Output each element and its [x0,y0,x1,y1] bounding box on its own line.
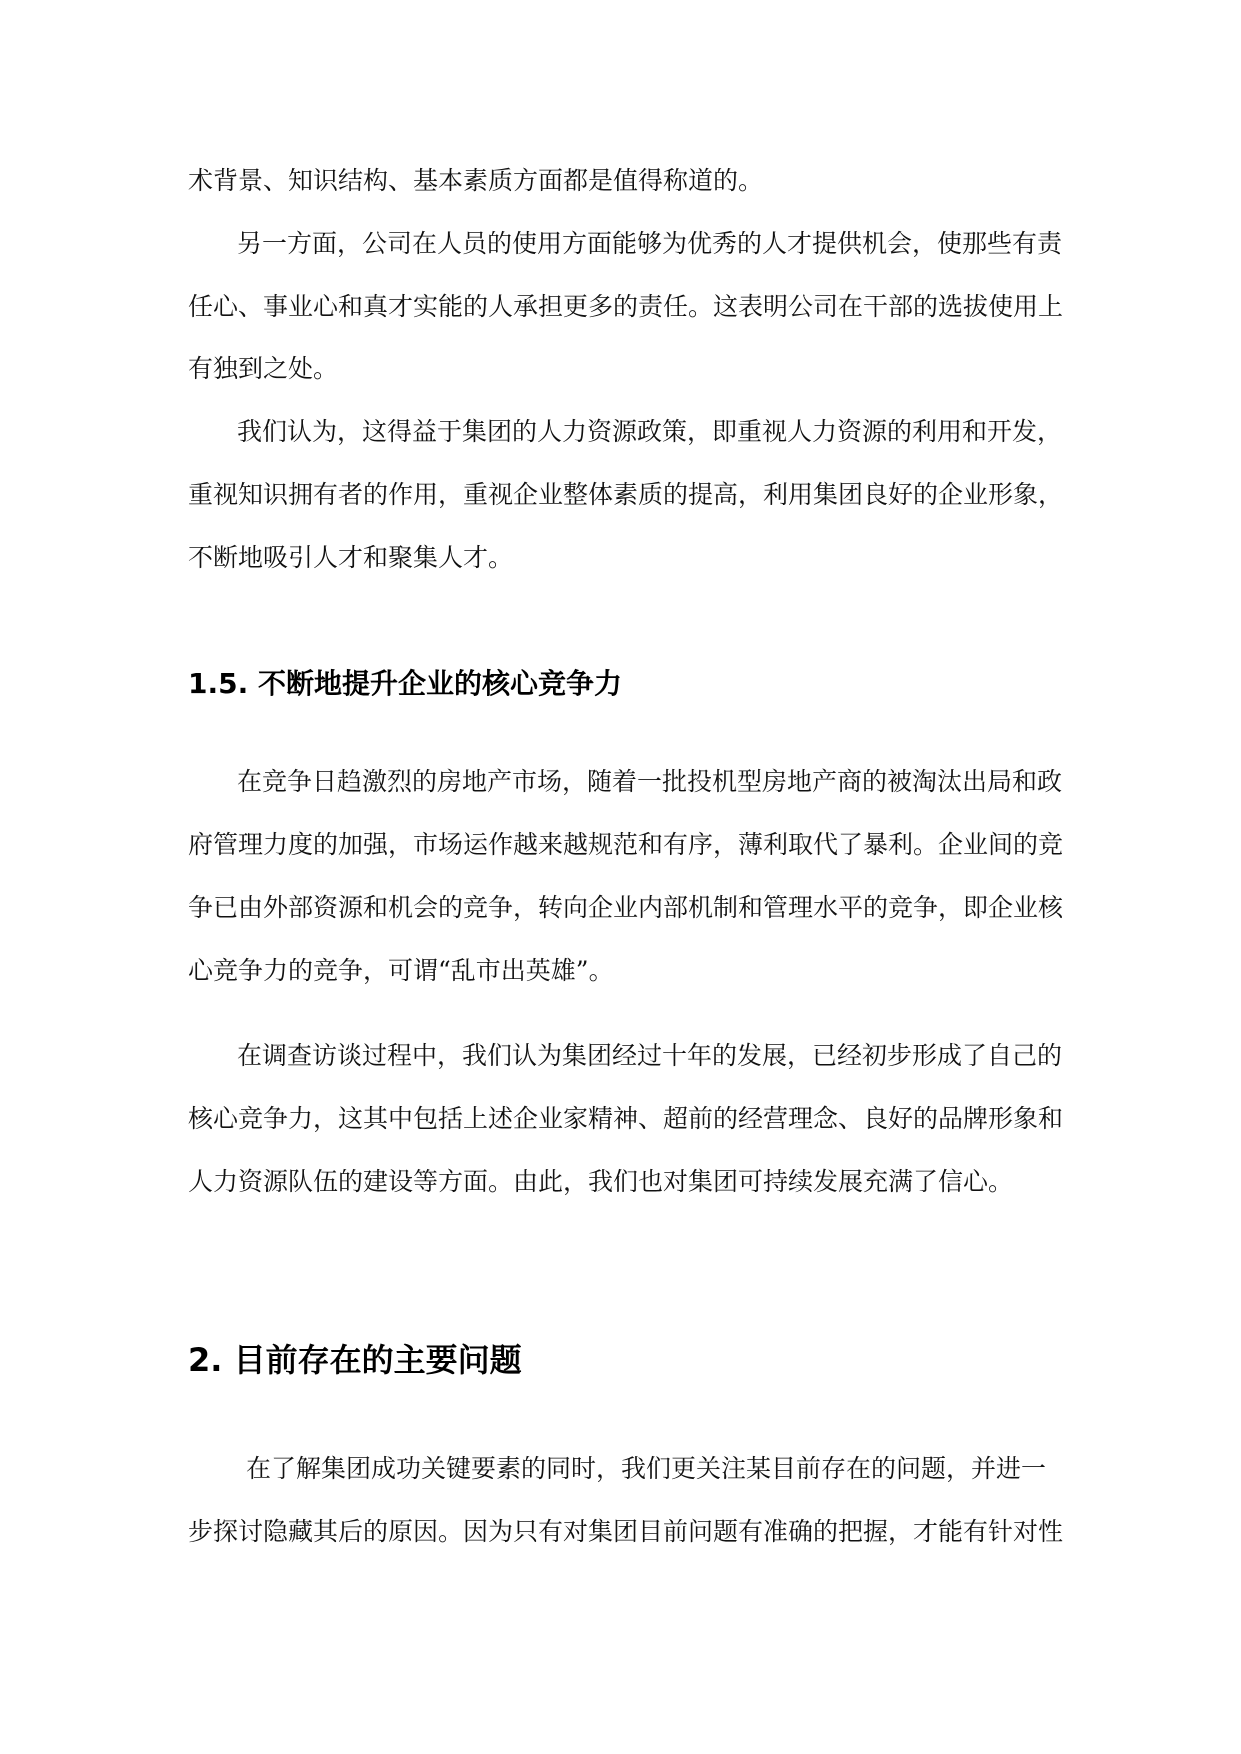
paragraph-line: 在调查访谈过程中，我们认为集团经过十年的发展，已经初步形成了自己的 [237,1041,1063,1070]
paragraph-line: 争已由外部资源和机会的竞争，转向企业内部机制和管理水平的竞争，即企业核 [188,893,1064,922]
paragraph-line: 心竞争力的竞争，可谓“乱市出英雄”。 [188,956,614,985]
paragraph-line: 任心、事业心和真才实能的人承担更多的责任。这表明公司在干部的选拔使用上 [188,292,1064,321]
paragraph-line: 府管理力度的加强，市场运作越来越规范和有序，薄利取代了暴利。企业间的竞 [188,830,1064,859]
paragraph-line: 重视知识拥有者的作用，重视企业整体素质的提高，利用集团良好的企业形象， [188,480,1064,509]
paragraph-line: 不断地吸引人才和聚集人才。 [188,543,514,572]
paragraph-line: 有独到之处。 [188,354,339,383]
paragraph-line: 步探讨隐藏其后的原因。因为只有对集团目前问题有准确的把握，才能有针对性 [188,1517,1064,1546]
paragraph-line: 术背景、知识结构、基本素质方面都是值得称道的。 [188,166,764,195]
paragraph-line: 核心竞争力，这其中包括上述企业家精神、超前的经营理念、良好的品牌形象和 [188,1104,1064,1133]
section-heading-2: 2. 目前存在的主要问题 [188,1341,522,1379]
paragraph-line: 我们认为，这得益于集团的人力资源政策，即重视人力资源的利用和开发， [237,417,1063,446]
section-heading-1-5: 1.5. 不断地提升企业的核心竞争力 [188,667,622,700]
paragraph-line: 人力资源队伍的建设等方面。由此，我们也对集团可持续发展充满了信心。 [188,1167,1014,1196]
paragraph-line: 另一方面，公司在人员的使用方面能够为优秀的人才提供机会，使那些有责 [237,229,1063,258]
paragraph-line: 在了解集团成功关键要素的同时，我们更关注某目前存在的问题，并进一 [246,1454,1047,1483]
paragraph-line: 在竞争日趋激烈的房地产市场，随着一批投机型房地产商的被淘汰出局和政 [237,767,1063,796]
